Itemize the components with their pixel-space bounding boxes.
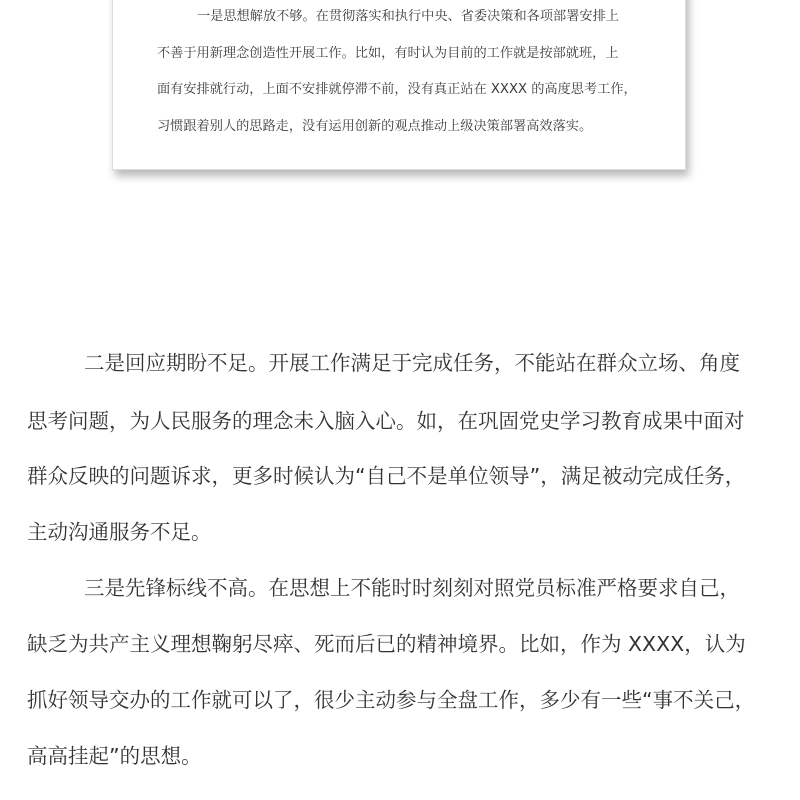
card-text-line: 习惯跟着别人的思路走，没有运用创新的观点推动上级决策部署高效落实。: [157, 119, 593, 134]
paragraph-line: 高高挂起”的思想。: [27, 744, 202, 768]
card-text-line: 不善于用新理念创造性开展工作。比如，有时认为目前的工作就是按部就班，上: [157, 46, 619, 61]
paragraph-line: 三是先锋标线不高。在思想上不能时时刻刻对照党员标准严格要求自己，: [84, 576, 740, 600]
document-preview-card: [112, 0, 686, 170]
paragraph-line: 抓好领导交办的工作就可以了，很少主动参与全盘工作，多少有一些“事不关己，: [27, 688, 756, 712]
paragraph-line: 群众反映的问题诉求，更多时候认为“自己不是单位领导”，满足被动完成任务，: [27, 464, 746, 488]
card-text-line: 一是思想解放不够。在贯彻落实和执行中央、省委决策和各项部署安排上: [197, 9, 619, 24]
paragraph-line: 缺乏为共产主义理想鞠躬尽瘁、死而后已的精神境界。比如，作为 XXXX，认为: [27, 632, 746, 656]
paragraph-line: 主动沟通服务不足。: [27, 520, 212, 544]
paragraph-line: 思考问题，为人民服务的理念未入脑入心。如，在巩固党史学习教育成果中面对: [27, 409, 745, 433]
card-text-line: 面有安排就行动，上面不安排就停滞不前，没有真正站在 XXXX 的高度思考工作，: [157, 82, 637, 97]
paragraph-line: 二是回应期盼不足。开展工作满足于完成任务，不能站在群众立场、角度: [84, 351, 740, 375]
